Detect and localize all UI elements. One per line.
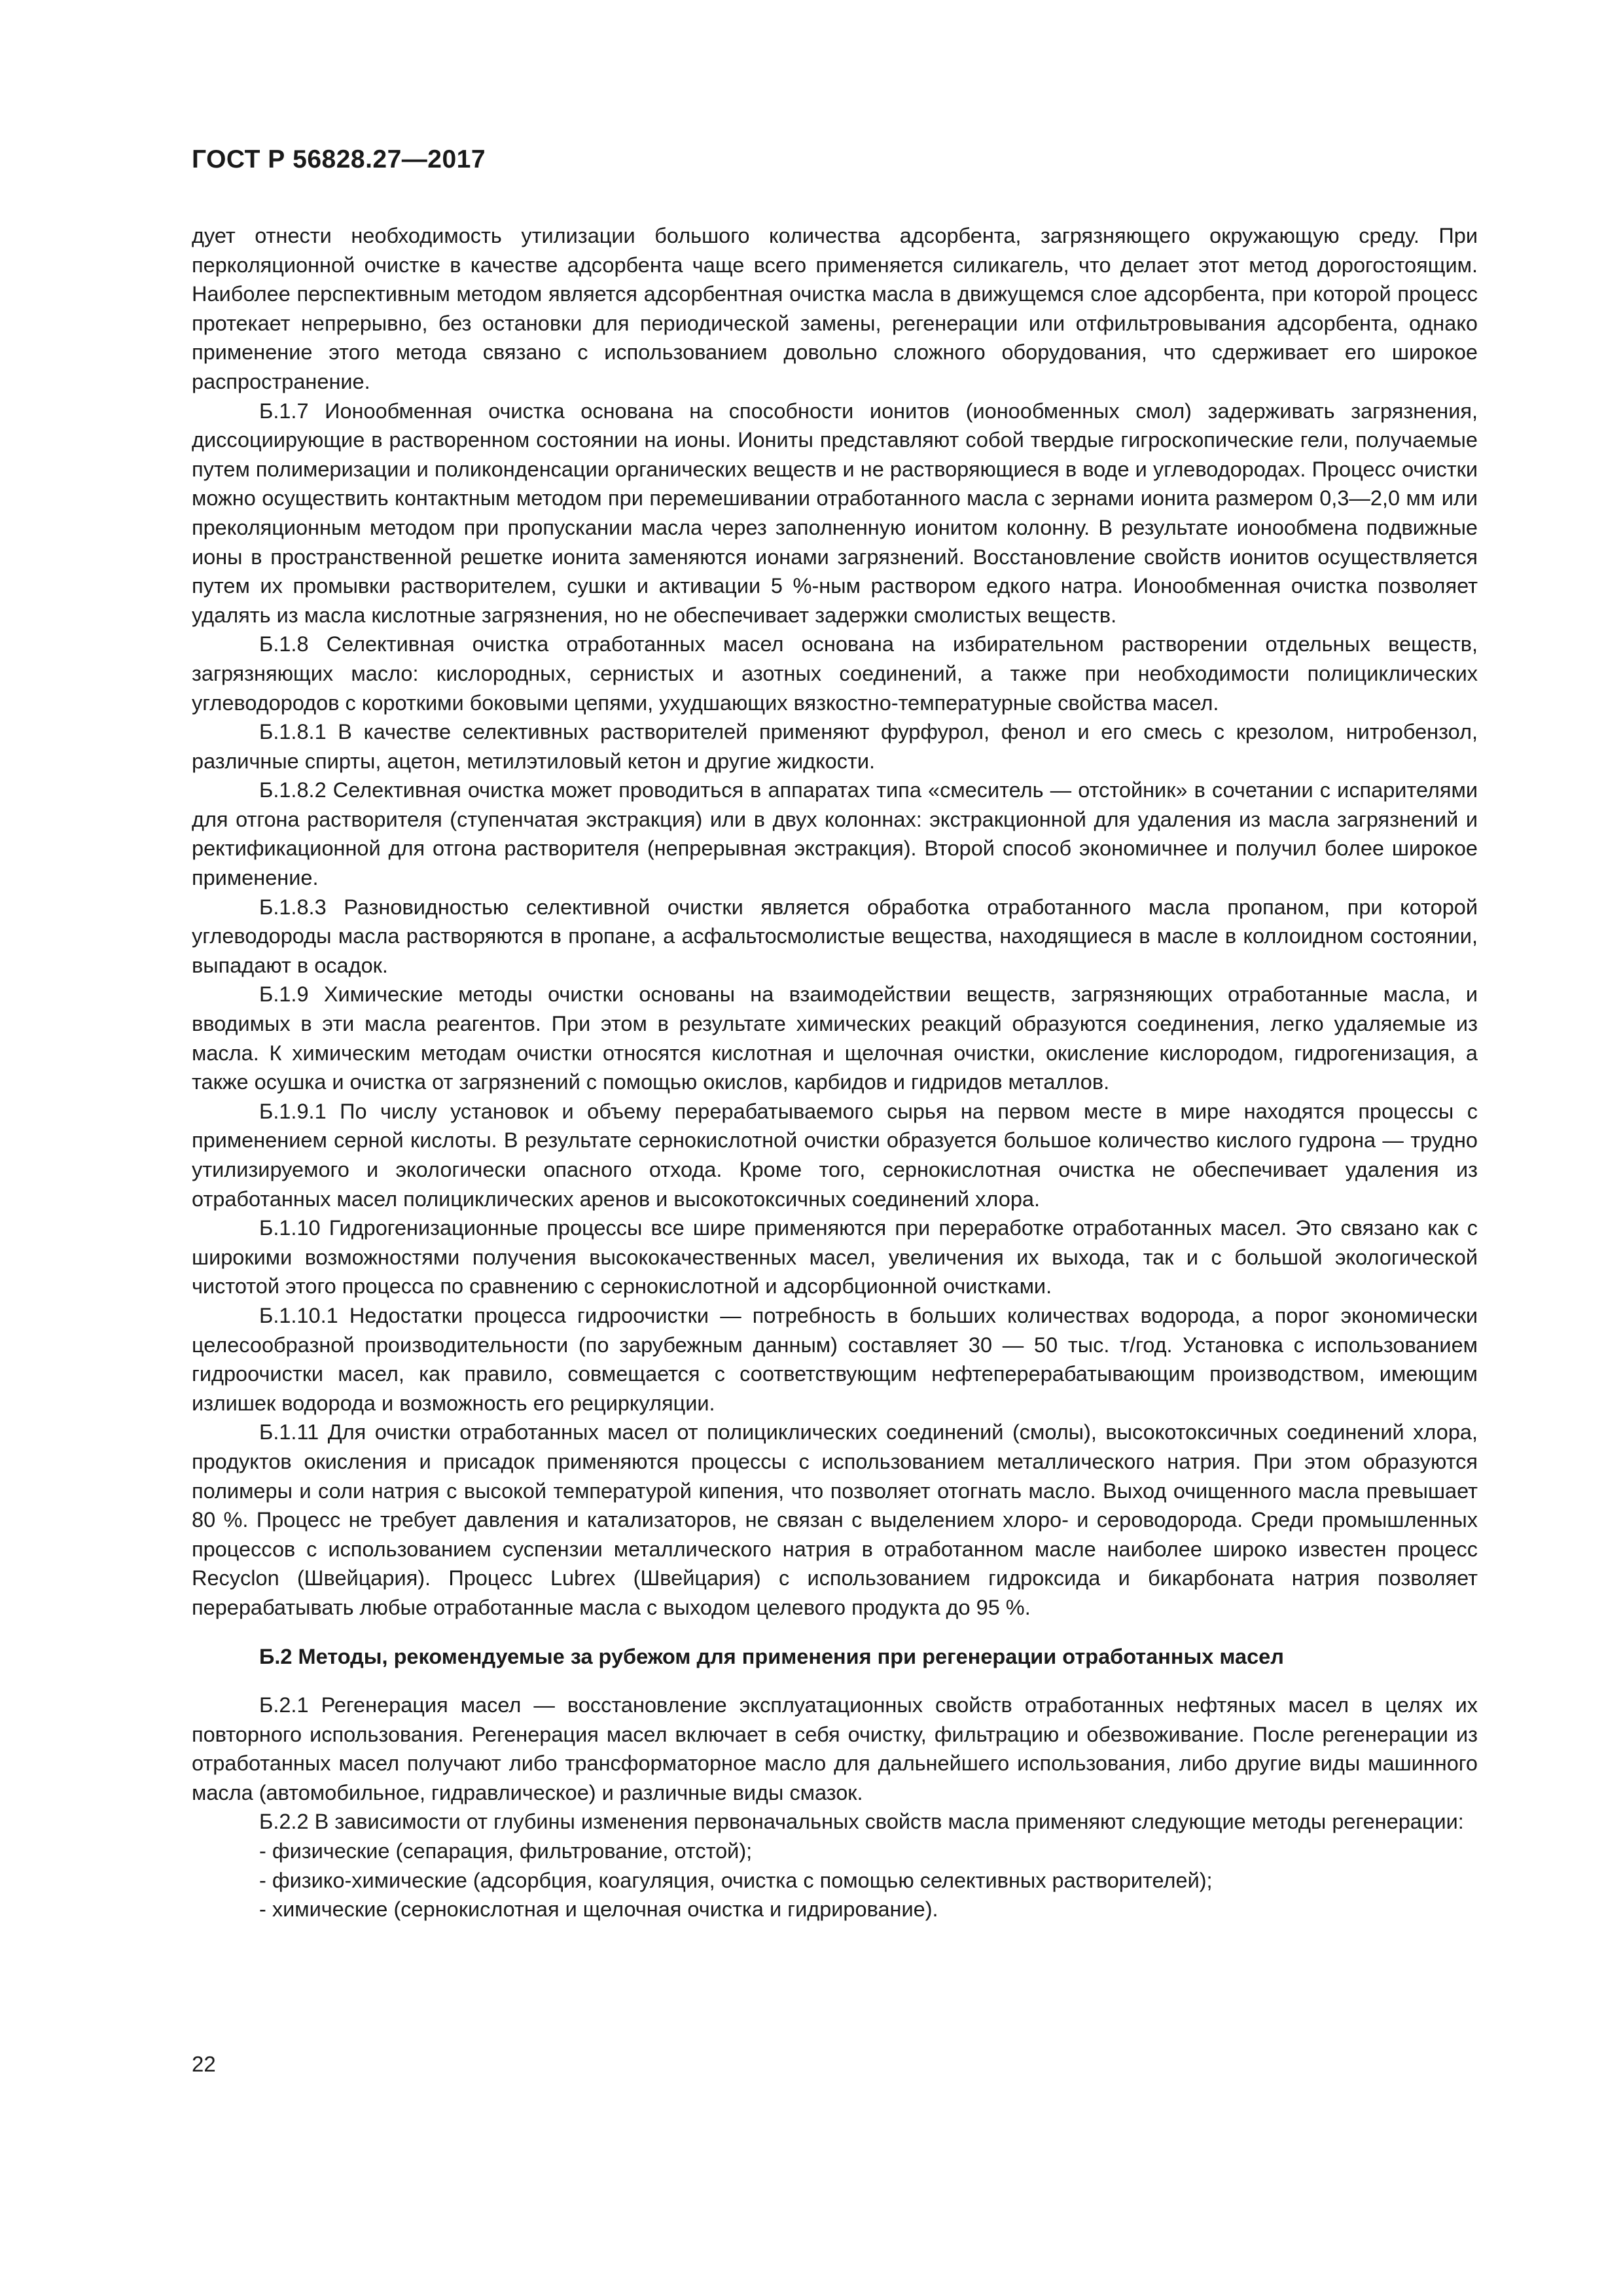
paragraph: Б.1.9.1 По числу установок и объему перерабатываемого сырья на первом месте в мире находятся процессы с применением серной кислоты. В результате сернокислотной очистки образуется большое количество кислого гудрона — трудно утилизируемого и экологически опасного отхода. Кроме того, сернокислотная очистка не обеспечивает удаления из отработанных масел полициклических аренов и высокотоксичных соединений хлора. bbox=[192, 1099, 1478, 1211]
page-number: 22 bbox=[192, 2052, 216, 2076]
paragraph: дует отнести необходимость утилизации большого количества адсорбента, загрязняющего окружающую среду. При перколяционной очистке в качестве адсорбента чаще всего применяется силикагель, что делает этот метод дорогостоящим. Наиболее перспективным методом является адсорбентная очистка масла в движущемся слое адсорбента, при которой процесс протекает непрерывно, без остановки для периодической замены, регенерации или отфильтровывания адсорбента, однако применение этого метода связано с использованием довольно сложного оборудования, что сдерживает его широкое распространение. bbox=[192, 224, 1478, 393]
paragraph: Б.1.8.3 Разновидностью селективной очистки является обработка отработанного масла пропаном, при которой углеводороды масла растворяются в пропане, а асфальтосмолистые вещества, находящиеся в масле в коллоидном состоянии, выпадают в осадок. bbox=[192, 895, 1478, 977]
section-paragraph: Б.2.2 В зависимости от глубины изменения первоначальных свойств масла применяют следующие методы регенерации: bbox=[259, 1810, 1464, 1834]
paragraph: Б.1.7 Ионообменная очистка основана на способности ионитов (ионообменных смол) задерживать загрязнения, диссоциирующие в растворенном состоянии на ионы. Иониты представляют собой твердые гигроскопические гели, получаемые путем полимеризации и поликонденсации органических веществ и не растворяющиеся в воде и углеводородах. Процесс очистки можно осуществить контактным методом при перемешивании отработанного масла с зернами ионита размером 0,3—2,0 мм или преколяционным методом при пропускании масла через заполненную ионитом колонну. В результате ионообмена подвижные ионы в пространственной решетке ионита заменяются ионами загрязнений. Восстановление свойств ионитов осуществляется путем их промывки растворителем, сушки и активации 5 %-ным раствором едкого натра. Ионообменная очистка позволяет удалять из масла кислотные загрязнения, но не обеспечивает задержки смолистых веществ. bbox=[192, 399, 1478, 627]
section-heading: Б.2 Методы, рекомендуемые за рубежом для применения при регенерации отработанных масел bbox=[259, 1644, 1284, 1668]
paragraph: Б.1.9 Химические методы очистки основаны на взаимодействии веществ, загрязняющих отработанные масла, и вводимых в эти масла реагентов. При этом в результате химических реакций образуются соединения, легко удаляемые из масла. К химическим методам очистки относятся кислотная и щелочная очистки, окисление кислородом, гидрогенизация, а также осушка и очистка от загрязнений с помощью окислов, карбидов и гидридов металлов. bbox=[192, 982, 1478, 1094]
paragraph: Б.1.8.1 В качестве селективных растворителей применяют фурфурол, фенол и его смесь с крезолом, нитробензол, различные спирты, ацетон, метилэтиловый кетон и другие жидкости. bbox=[192, 720, 1478, 773]
document-header-title: ГОСТ Р 56828.27—2017 bbox=[192, 145, 486, 173]
document-body bbox=[192, 221, 1478, 1924]
list-item: - химические (сернокислотная и щелочная очистка и гидрирование). bbox=[259, 1897, 938, 1922]
list-item: - физические (сепарация, фильтрование, отстой); bbox=[259, 1839, 753, 1863]
section-paragraph: Б.2.1 Регенерация масел — восстановление эксплуатационных свойств отработанных нефтяных масел в целях их повторного использования. Регенерация масел включает в себя очистку, фильтрацию и обезвоживание. После регенерации из отработанных масел получают либо трансформаторное масло для дальнейшего использования, либо другие виды машинного масла (автомобильное, гидравлическое) и различные виды смазок. bbox=[192, 1693, 1478, 1804]
paragraph: Б.1.10.1 Недостатки процесса гидроочистки — потребность в больших количествах водорода, а порог экономически целесообразной производительности (по зарубежным данным) составляет 30 — 50 тыс. т/год. Установка с использованием гидроочистки масел, как правило, совмещается с соответствующим нефтеперерабатывающим производством, имеющим излишек водорода и возможность его рециркуляции. bbox=[192, 1303, 1478, 1415]
paragraph: Б.1.11 Для очистки отработанных масел от полициклических соединений (смолы), высокотоксичных соединений хлора, продуктов окисления и присадок применяются процессы с использованием металлического натрия. При этом образуются полимеры и соли натрия с высокой температурой кипения, что позволяет отогнать масло. Выход очищенного масла превышает 80 %. Процесс не требует давления и катализаторов, не связан с выделением хлоро- и сероводорода. Среди промышленных процессов с использованием суспензии металлического натрия в отработанном масле наиболее широко известен процесс Recyclon (Швейцария). Процесс Lubrex (Швейцария) с использованием гидроксида и бикарбоната натрия позволяет перерабатывать любые отработанные масла с выходом целевого продукта до 95 %. bbox=[192, 1420, 1478, 1619]
paragraph: Б.1.8 Селективная очистка отработанных масел основана на избирательном растворении отдельных веществ, загрязняющих масло: кислородных, сернистых и азотных соединений, а также при необходимости полициклических углеводородов с короткими боковыми цепями, ухудшающих вязкостно-температурные свойства масел. bbox=[192, 632, 1478, 715]
paragraph: Б.1.8.2 Селективная очистка может проводиться в аппаратах типа «смеситель — отстойник» в сочетании с испарителями для отгона растворителя (ступенчатая экстракция) или в двух колоннах: экстракционной для удаления из масла загрязнений и ректификационной для отгона растворителя (непрерывная экстракция). Второй способ экономичнее и получил более широкое применение. bbox=[192, 778, 1478, 890]
list-item: - физико-химические (адсорбция, коагуляция, очистка с помощью селективных растворителей); bbox=[259, 1868, 1213, 1892]
paragraph: Б.1.10 Гидрогенизационные процессы все шире применяются при переработке отработанных масел. Это связано как с широкими возможностями получения высококачественных масел, увеличения их выхода, так и с большой экологической чистотой этого процесса по сравнению с сернокислотной и адсорбционной очистками. bbox=[192, 1216, 1478, 1299]
